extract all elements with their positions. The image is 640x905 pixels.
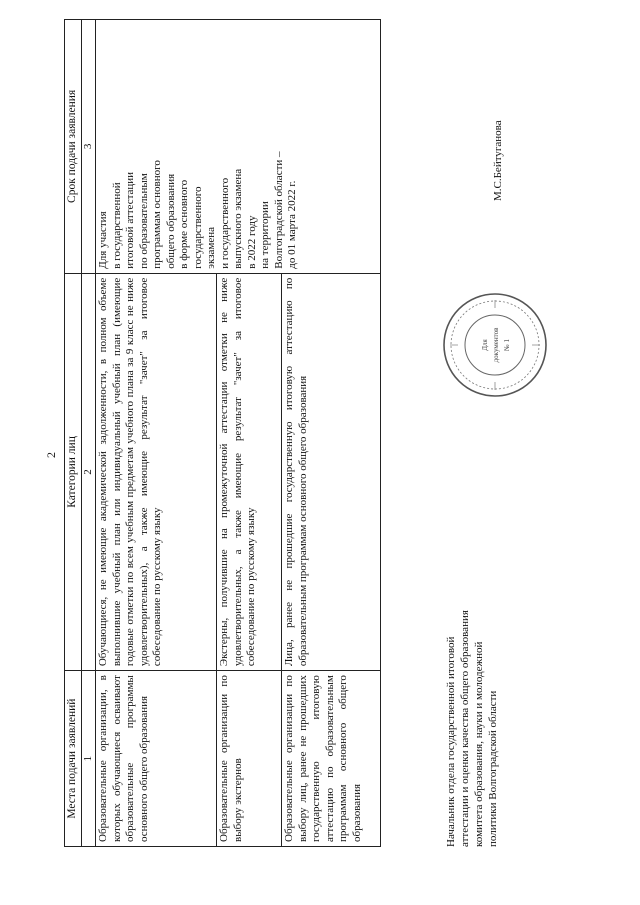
signatory-position: Начальник отдела государственной итоговой аттестации и оценки качества общего образования комитета образования, науки и молодежной политики Волгоградской области	[445, 610, 499, 847]
header-deadline: Срок подачи заявления	[65, 20, 82, 274]
applications-table	[64, 19, 381, 847]
signature-name: М.С.Бейтуганова	[492, 120, 504, 201]
seal-line-2: документов	[492, 327, 500, 363]
header-categories: Категории лиц	[65, 273, 82, 670]
seal-line-1: Для	[481, 339, 489, 351]
place-cell: Образовательные организации по выбору экстернов	[217, 671, 282, 847]
header-places: Места подачи заявлений	[65, 671, 82, 847]
column-number-2: 2	[81, 273, 96, 670]
seal-stamp	[440, 290, 550, 400]
place-cell: Образовательные организации, в которых обучающиеся осваивают образовательные программы основного общего образования	[96, 671, 217, 847]
table-row	[96, 20, 217, 847]
category-cell: Обучающиеся, не имеющие академической задолженности, в полном объеме выполнившие учебный план или индивидуальный учебный план (имеющие годовые отметки по всем учебным предметам учебного плана за 9 класс не ниже удовлетворительных), а также имеющие результат "зачет" за итоговое собеседование по русскому языку	[96, 273, 217, 670]
page-number: 2	[44, 452, 58, 458]
category-cell: Экстерны, получившие на промежуточной аттестации отметки не ниже удовлетворительных, а также имеющие результат "зачет" за итоговое собеседование по русскому языку	[217, 273, 282, 670]
column-number-row	[81, 20, 96, 847]
place-cell: Образовательные организации по выбору лиц, ранее не прошедших государственную итоговую аттестацию по образовательным программам основного общего образования	[282, 671, 381, 847]
table-header-row	[65, 20, 82, 847]
deadline-cell: Для участия в государственной итоговой аттестации по образовательным программам основного общего образования в форме основного государственного экзамена и государственного выпускного экзамена в 2022 году на территории Волгоградской области – до 01 марта 2022 г.	[96, 20, 381, 274]
column-number-3: 3	[81, 20, 96, 274]
column-number-1: 1	[81, 671, 96, 847]
seal-line-3: № 1	[503, 339, 511, 351]
category-cell: Лица, ранее не прошедшие государственную итоговую аттестацию по образовательным программам основного общего образования	[282, 273, 381, 670]
